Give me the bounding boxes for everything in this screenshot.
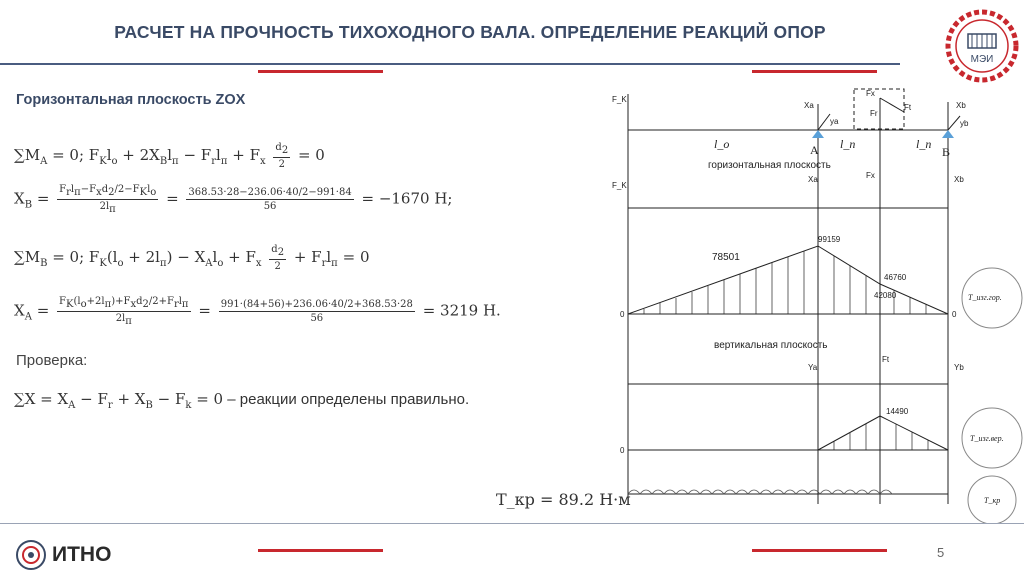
section-subtitle: Горизонтальная плоскость ZOX	[16, 92, 246, 108]
equation-sum-moments-a: $\sum M_A = 0$; $F_Kl_o + 2X_Bl_п - F_rl_п + F_x$ $\frac{d_2}{2}$ = 0	[14, 142, 325, 170]
xb-result: = −1670 Н;	[361, 189, 453, 208]
accent-bar-bottom-left	[258, 549, 383, 552]
itno-emblem-icon	[14, 538, 48, 572]
svg-text:0: 0	[620, 310, 625, 319]
accent-bar-left	[258, 70, 383, 73]
svg-text:F_K: F_K	[612, 181, 627, 190]
page-number: 5	[937, 545, 945, 560]
bottom-divider	[0, 523, 1024, 524]
accent-bar-bottom-right	[752, 549, 887, 552]
svg-text:99159: 99159	[818, 235, 841, 244]
svg-text:B: B	[942, 145, 951, 159]
svg-text:Ft: Ft	[904, 103, 912, 112]
svg-text:Xb: Xb	[956, 101, 966, 110]
svg-text:Fx: Fx	[866, 171, 875, 180]
svg-text:42080: 42080	[874, 291, 897, 300]
svg-text:yb: yb	[960, 119, 969, 128]
svg-text:0: 0	[952, 310, 957, 319]
svg-text:ya: ya	[830, 117, 839, 126]
svg-text:l_o: l_o	[714, 137, 730, 151]
check-label: Проверка:	[16, 352, 88, 369]
svg-text:F_K: F_K	[612, 95, 627, 104]
svg-text:0: 0	[620, 446, 625, 455]
svg-text:Xa: Xa	[804, 101, 814, 110]
svg-text:T_изг.вер.: T_изг.вер.	[970, 434, 1004, 443]
svg-text:T_кр: T_кр	[984, 496, 1001, 505]
svg-text:T_изг.гор.: T_изг.гор.	[968, 293, 1002, 302]
svg-text:78501: 78501	[712, 252, 740, 263]
equation-xa: $X_A$ = $\frac{F_K(l_o+2l_п)+F_xd_2/2+F_rl_п}{2l_п}$ = $\frac{991\cdot(84+56)+236.06\cdot 40/2+368.53\cdot 28}{56}$ = 3219 Н.	[14, 296, 501, 327]
check-equation: $\sum X = X_A - F_r + X_B - F_k = 0$ – реакции определены правильно.	[14, 390, 470, 411]
shaft-diagram	[604, 84, 1024, 524]
footer-logo	[14, 538, 111, 572]
xa-result: = 3219 Н.	[422, 301, 501, 320]
page-title: РАСЧЕТ НА ПРОЧНОСТЬ ТИХОХОДНОГО ВАЛА. ОПРЕДЕЛЕНИЕ РЕАКЦИЙ ОПОР	[114, 22, 826, 42]
svg-text:Ya: Ya	[808, 363, 818, 372]
equation-sum-moments-b: $\sum M_B = 0$; $F_K(l_o + 2l_п) - X_Al_o + F_x$ $\frac{d_2}{2}$ + $F_rl_п = 0$	[14, 244, 370, 272]
svg-text:Xb: Xb	[954, 175, 964, 184]
svg-text:вертикальная плоскость: вертикальная плоскость	[714, 340, 828, 351]
svg-text:46760: 46760	[884, 273, 907, 282]
svg-text:Yb: Yb	[954, 363, 964, 372]
equation-xb: $X_B$ = $\frac{F_rl_п-F_xd_2/2-F_Kl_o}{2l_п}$ = $\frac{368.53\cdot 28-236.06\cdot 40/2-991\cdot 84}{56}$ = −1670 Н;	[14, 184, 453, 215]
svg-text:l_п: l_п	[840, 137, 856, 151]
svg-text:Xa: Xa	[808, 175, 818, 184]
accent-bar-right	[752, 70, 877, 73]
svg-text:горизонтальная плоскость: горизонтальная плоскость	[708, 160, 831, 171]
svg-text:l_п: l_п	[916, 137, 932, 151]
mei-logo-text: МЭИ	[970, 54, 994, 65]
svg-text:Ft: Ft	[882, 355, 890, 364]
footer-logo-text: ИТНО	[52, 543, 112, 566]
svg-text:Fx: Fx	[866, 89, 875, 98]
svg-text:14490: 14490	[886, 407, 909, 416]
svg-text:A: A	[810, 143, 819, 157]
torque-value: T_кр = 89.2 Н·м	[496, 490, 631, 509]
mei-logo	[944, 8, 1020, 84]
svg-text:Fr: Fr	[870, 109, 878, 118]
top-divider	[0, 63, 900, 65]
